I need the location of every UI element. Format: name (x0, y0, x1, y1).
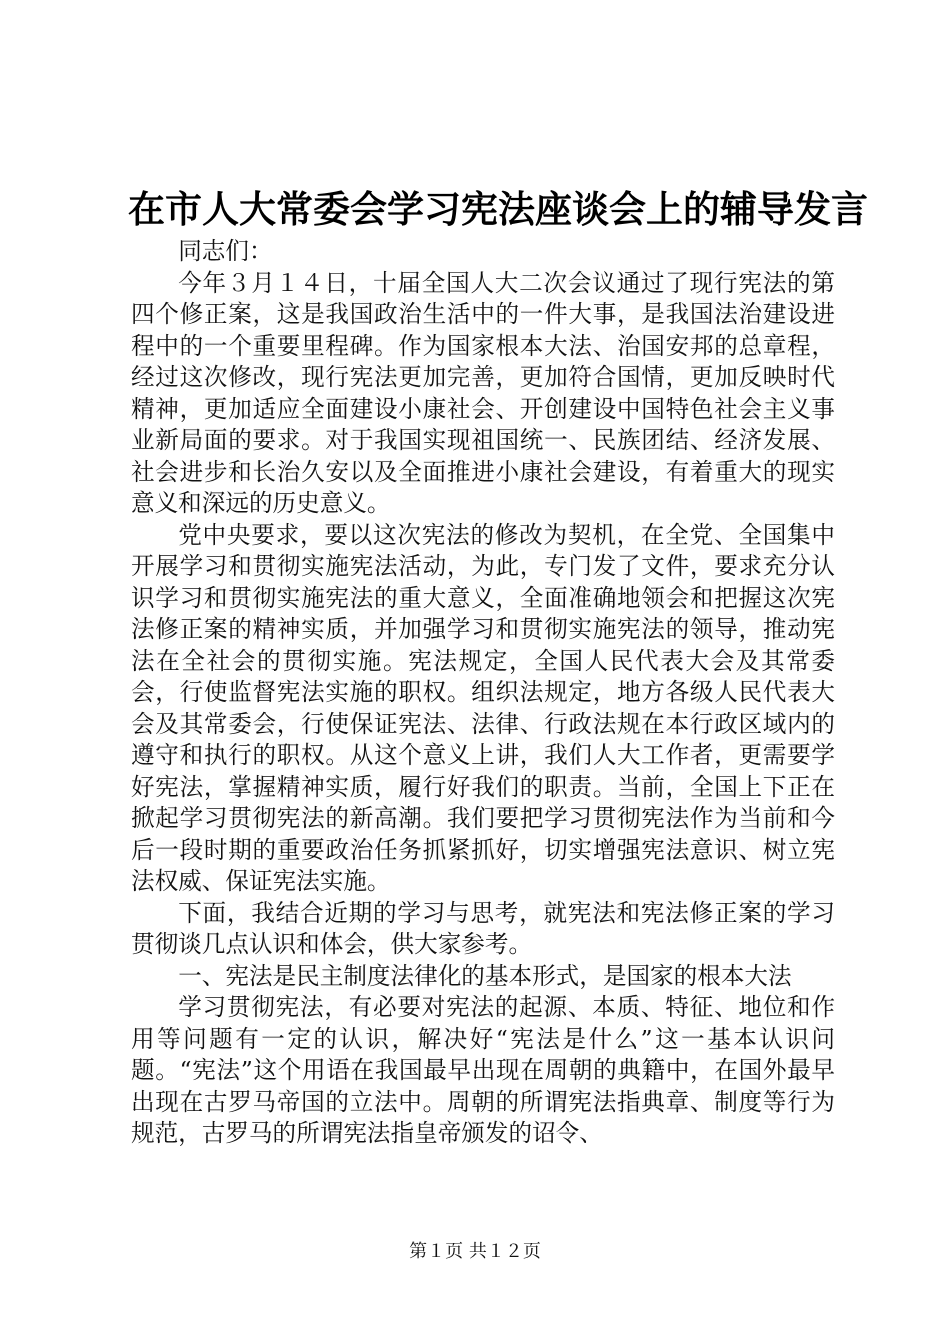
body-paragraph: 下面，我结合近期的学习与思考，就宪法和宪法修正案的学习贯彻谈几点认识和体会，供大家参考。 (131, 898, 835, 958)
body-paragraph: 今年３月１４日，十届全国人大二次会议通过了现行宪法的第四个修正案，这是我国政治生活中的一件大事，是我国法治建设进程中的一个重要里程碑。作为国家根本大法、治国安邦的总章程，经过这次修改，现行宪法更加完善，更加符合国情，更加反映时代精神，更加适应全面建设小康社会、开创建设中国特色社会主义事业新局面的要求。对于我国实现祖国统一、民族团结、经济发展、社会进步和长治久安以及全面推进小康社会建设，有着重大的现实意义和深远的历史意义。 (131, 268, 835, 517)
document-title: 在市人大常委会学习宪法座谈会上的辅导发言 (128, 187, 868, 231)
section-heading: 一、宪法是民主制度法律化的基本形式，是国家的根本大法 (178, 961, 792, 990)
salutation-paragraph: 同志们： (178, 237, 273, 265)
body-paragraph: 学习贯彻宪法，有必要对宪法的起源、本质、特征、地位和作用等问题有一定的认识，解决好“宪法是什么”这一基本认识问题。“宪法”这个用语在我国最早出现在周朝的典籍中，在国外最早出现在古罗马帝国的立法中。周朝的所谓宪法指典章、制度等行为规范，古罗马的所谓宪法指皇帝颁发的诏令、 (131, 993, 835, 1147)
body-paragraph: 党中央要求，要以这次宪法的修改为契机，在全党、全国集中开展学习和贯彻实施宪法活动，为此，专门发了文件，要求充分认识学习和贯彻实施宪法的重大意义，全面准确地领会和把握这次宪法修正案的精神实质，并加强学习和贯彻实施宪法的领导，推动宪法在全社会的贯彻实施。宪法规定，全国人民代表大会及其常委会，行使监督宪法实施的职权。组织法规定，地方各级人民代表大会及其常委会，行使保证宪法、法律、行政法规在本行政区域内的遵守和执行的职权。从这个意义上讲，我们人大工作者，更需要学好宪法，掌握精神实质，履行好我们的职责。当前，全国上下正在掀起学习贯彻宪法的新高潮。我们要把学习贯彻宪法作为当前和今后一段时期的重要政治任务抓紧抓好，切实增强宪法意识、树立宪法权威、保证宪法实施。 (131, 520, 835, 895)
page-number-footer: 第１页 共１２页 (409, 1241, 541, 1262)
document-body (131, 236, 835, 1150)
